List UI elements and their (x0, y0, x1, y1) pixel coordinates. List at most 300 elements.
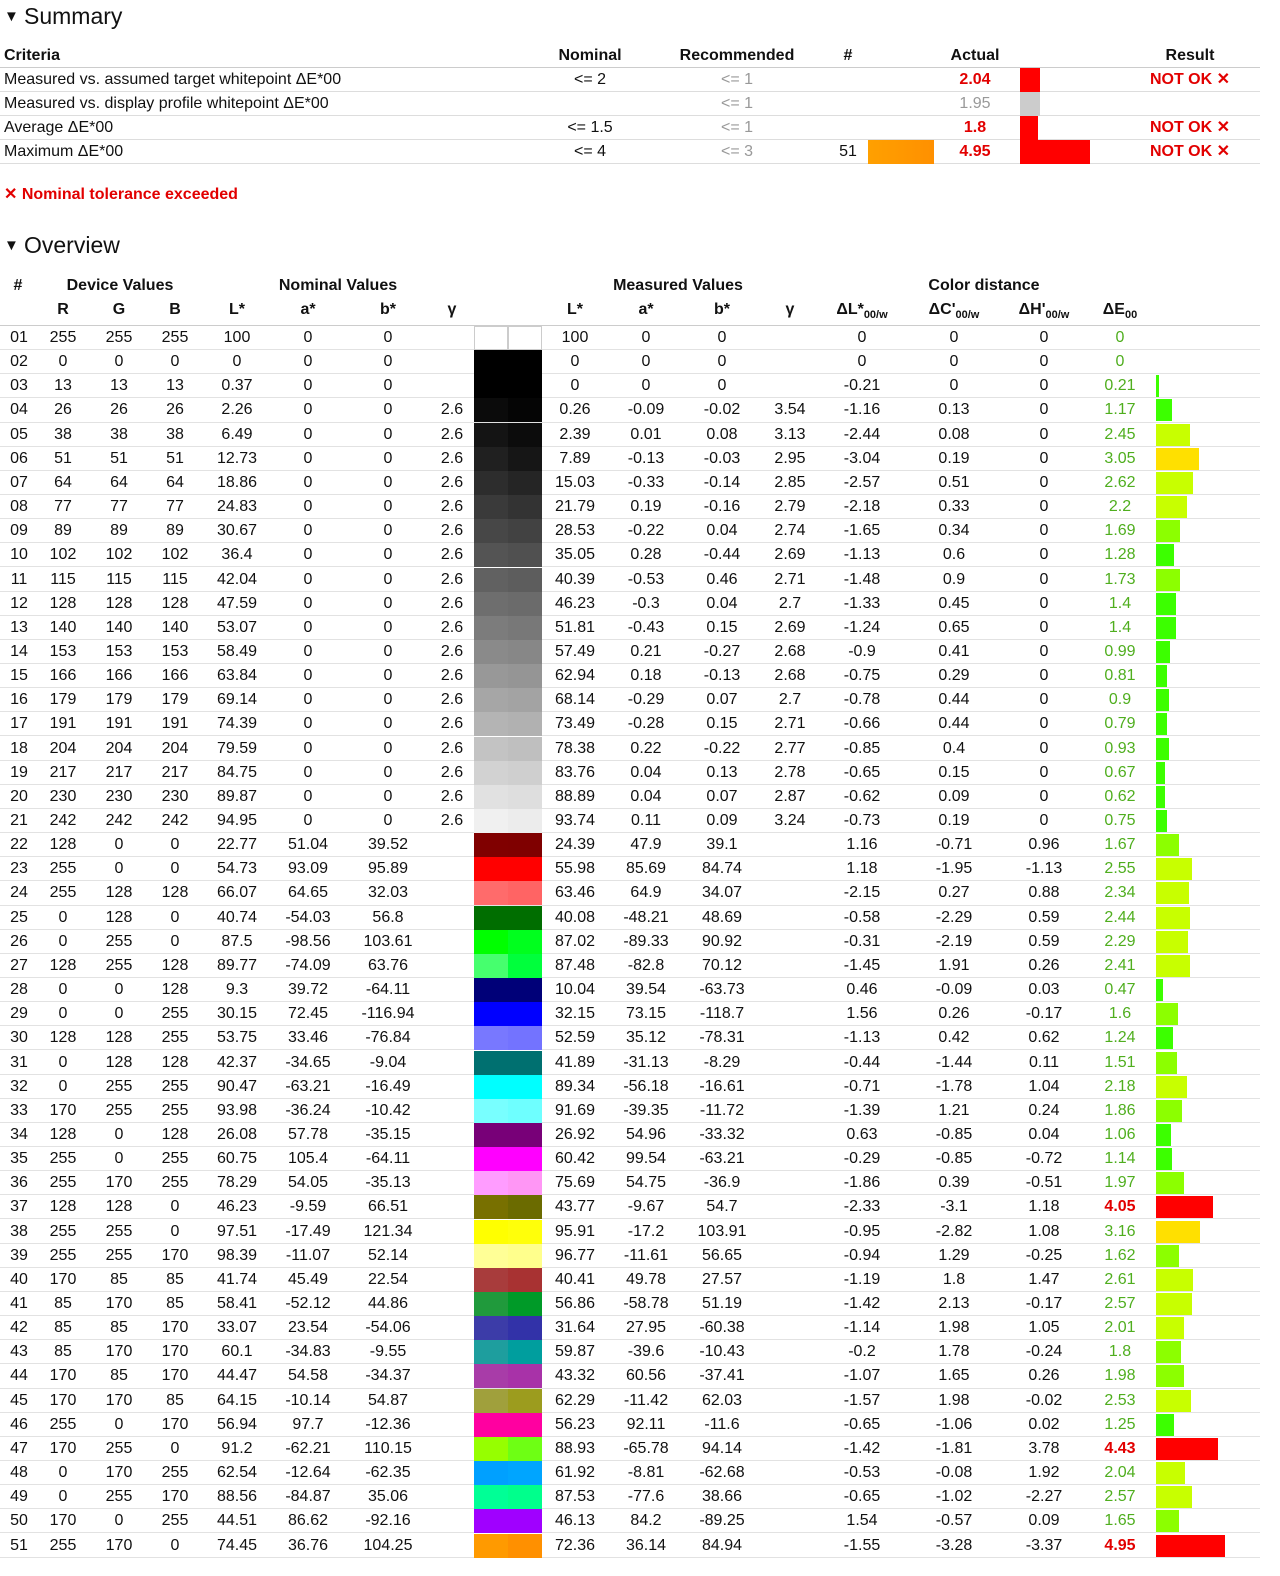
table-row (0, 1099, 1260, 1123)
nominal-a-cell: 0 (303, 763, 313, 781)
nominal-a-cell: -98.56 (285, 932, 331, 950)
delta-e-bar (1156, 955, 1190, 977)
nominal-a-cell: 0 (303, 570, 313, 588)
nominal-b-cell: 66.51 (367, 1198, 409, 1216)
measured-l-cell: 40.08 (554, 908, 596, 926)
delta-e-cell: 0.47 (1104, 981, 1136, 999)
nominal-l-cell: 12.73 (216, 449, 258, 467)
delta-c-cell: -1.81 (935, 1439, 973, 1457)
nominal-a-cell: -62.21 (285, 1439, 331, 1457)
nominal-color-swatch (474, 1075, 508, 1099)
nominal-b-cell: 0 (383, 642, 393, 660)
nominal-l-cell: 87.5 (221, 932, 253, 950)
actual-cell: 2.04 (959, 71, 991, 88)
actual-cell: 1.8 (963, 119, 987, 136)
delta-e-cell: 2.53 (1104, 1391, 1136, 1409)
delta-e-cell: 2.57 (1104, 1295, 1136, 1312)
nominal-gamma-cell: 2.6 (440, 691, 464, 709)
measured-a-cell: 0.04 (630, 787, 662, 805)
delta-e-cell: 0.9 (1108, 691, 1132, 709)
g-cell: 128 (105, 884, 133, 902)
delta-c-cell: 0.44 (938, 691, 970, 709)
g-cell: 191 (105, 715, 133, 733)
nominal-color-swatch (474, 688, 508, 712)
measured-a-cell: -0.09 (627, 401, 665, 419)
measured-a-cell: -82.8 (627, 956, 665, 974)
delta-l-cell: -2.33 (843, 1198, 881, 1216)
measured-l-cell: 88.89 (554, 787, 596, 805)
nominal-b-cell: 0 (383, 715, 393, 733)
delta-h-cell: 0.59 (1028, 908, 1060, 926)
nominal-l-cell: 74.39 (216, 715, 258, 733)
delta-h-cell: -1.13 (1025, 860, 1063, 878)
measured-b-cell: -0.02 (703, 401, 741, 419)
g-cell: 170 (105, 1464, 133, 1482)
measured-b-cell: 0.09 (706, 812, 738, 829)
measured-color-swatch (508, 1389, 542, 1413)
b-cell: 128 (161, 594, 189, 612)
b-cell: 115 (162, 570, 188, 588)
delta-e-bar (1156, 1414, 1174, 1436)
g-cell: 115 (106, 570, 132, 588)
g-cell: 128 (105, 1053, 133, 1071)
measured-l-cell: 68.14 (554, 691, 596, 709)
criteria-cell: Measured vs. display profile whitepoint ΔE*00 (4, 95, 329, 112)
measured-color-swatch (508, 1413, 542, 1437)
g-cell: 128 (105, 1198, 133, 1216)
b-cell: 255 (161, 1150, 189, 1168)
delta-c-cell: 0.33 (938, 498, 970, 516)
delta-l-cell: -1.33 (843, 594, 881, 612)
num-cell: 23 (10, 860, 28, 878)
delta-l-cell: -0.65 (843, 1415, 881, 1433)
nominal-b-cell: -10.42 (365, 1101, 411, 1119)
nominal-a-cell: 0 (303, 812, 313, 829)
delta-e-bar (1156, 1535, 1225, 1557)
nominal-color-swatch (474, 1244, 508, 1268)
measured-b-cell: 48.69 (701, 908, 743, 926)
delta-c-cell: 0.15 (938, 763, 970, 781)
nominal-color-swatch (474, 1485, 508, 1509)
measured-b-cell: 54.7 (706, 1198, 738, 1216)
r-cell: 255 (49, 1222, 77, 1240)
tolerance-note: ✕ Nominal tolerance exceeded (4, 186, 238, 203)
nominal-b-cell: 121.34 (363, 1222, 413, 1240)
measured-a-cell: -0.29 (627, 691, 665, 709)
b-cell: 0 (170, 932, 180, 950)
delta-c-cell: 0.42 (938, 1029, 970, 1047)
measured-a-cell: -65.78 (623, 1439, 669, 1457)
nominal-b-cell: 0 (383, 763, 393, 781)
measured-b-cell: -78.31 (699, 1029, 745, 1047)
measured-b-cell: -11.6 (704, 1415, 740, 1433)
measured-color-swatch (508, 1437, 542, 1461)
delta-c-cell: -1.06 (935, 1415, 973, 1433)
measured-a-cell: 0.04 (630, 763, 662, 781)
recommended-header: Recommended (679, 47, 795, 64)
table-row (0, 688, 1260, 712)
measured-color-swatch (508, 737, 542, 761)
delta-e-bar (1156, 641, 1170, 663)
col-nominal-l: L* (229, 301, 245, 318)
nominal-a-cell: 0 (303, 329, 313, 346)
nominal-l-cell: 58.49 (216, 642, 258, 660)
delta-l-cell: -2.15 (843, 884, 881, 902)
delta-e-bar (1156, 424, 1190, 446)
g-cell: 26 (110, 401, 128, 419)
measured-l-cell: 100 (561, 329, 589, 346)
b-cell: 0 (170, 1222, 180, 1240)
b-cell: 0 (170, 836, 180, 854)
delta-l-cell: -1.24 (843, 618, 881, 636)
g-cell: 242 (105, 812, 133, 829)
delta-l-cell: 0 (857, 329, 867, 346)
delta-e-cell: 2.01 (1104, 1319, 1136, 1337)
measured-color-swatch (508, 519, 542, 543)
g-cell: 0 (114, 1005, 124, 1023)
nominal-l-cell: 6.49 (221, 425, 253, 443)
nominal-a-cell: -17.49 (285, 1222, 331, 1240)
delta-e-cell: 0.81 (1104, 667, 1136, 685)
nominal-gamma-cell: 2.6 (440, 498, 464, 516)
delta-e-bar (1156, 399, 1172, 421)
delta-l-cell: -1.45 (843, 956, 881, 974)
measured-l-cell: 75.69 (554, 1174, 596, 1192)
delta-h-cell: 1.92 (1028, 1464, 1060, 1482)
nominal-gamma-cell: 2.6 (440, 642, 464, 660)
delta-e-cell: 3.16 (1104, 1222, 1136, 1240)
g-cell: 64 (110, 473, 128, 491)
measured-l-cell: 91.69 (554, 1101, 596, 1119)
nominal-color-swatch (474, 640, 508, 664)
table-row (0, 712, 1260, 736)
delta-l-cell: -1.57 (843, 1391, 881, 1409)
delta-c-cell: 0.6 (942, 546, 966, 564)
num-cell: 22 (10, 836, 28, 854)
measured-color-swatch (508, 495, 542, 519)
table-row (0, 326, 1260, 350)
nominal-l-cell: 74.45 (216, 1536, 258, 1554)
delta-h-cell: 0 (1039, 522, 1049, 540)
col-nominal-a: a* (300, 301, 316, 318)
g-cell: 140 (105, 618, 133, 636)
delta-c-cell: 0 (949, 329, 959, 346)
delta-h-cell: 0.09 (1028, 1512, 1060, 1530)
delta-c-cell: -1.02 (935, 1488, 973, 1506)
nominal-b-cell: -9.55 (369, 1343, 407, 1361)
delta-h-cell: 0 (1039, 570, 1049, 588)
nominal-color-swatch (474, 423, 508, 447)
measured-b-cell: -63.73 (699, 981, 745, 999)
num-cell: 37 (10, 1198, 28, 1216)
delta-h-cell: 0 (1039, 546, 1049, 564)
r-cell: 0 (58, 1488, 68, 1506)
measured-b-cell: -36.9 (703, 1174, 741, 1192)
measured-l-cell: 31.64 (554, 1319, 596, 1337)
measured-gamma-cell: 2.71 (774, 570, 806, 588)
criteria-cell: Average ΔE*00 (4, 119, 114, 136)
summary-header-row (0, 44, 1260, 68)
measured-b-cell: -60.38 (699, 1319, 745, 1337)
measured-a-cell: -56.18 (623, 1077, 669, 1095)
measured-a-cell: 36.14 (625, 1536, 667, 1554)
nominal-a-cell: 33.46 (287, 1029, 329, 1047)
nominal-color-swatch (474, 447, 508, 471)
delta-e-bar (1156, 1027, 1173, 1049)
measured-l-cell: 26.92 (554, 1125, 596, 1143)
delta-e-cell: 1.86 (1104, 1101, 1136, 1119)
summary-heading[interactable]: ▼ Summary (4, 3, 123, 29)
delta-c-cell: -3.1 (940, 1198, 968, 1216)
measured-b-cell: 56.65 (701, 1246, 743, 1264)
delta-c-cell: -1.95 (935, 860, 973, 878)
delta-e-cell: 1.67 (1104, 836, 1136, 854)
num-cell: 46 (10, 1415, 28, 1433)
overview-heading[interactable]: ▼ Overview (4, 232, 120, 258)
measured-l-cell: 32.15 (554, 1005, 596, 1023)
b-cell: 0 (170, 860, 180, 878)
delta-e-cell: 1.73 (1104, 570, 1136, 588)
nominal-a-cell: 36.76 (287, 1536, 329, 1554)
nominal-b-cell: -34.37 (365, 1367, 411, 1385)
nominal-color-swatch (474, 350, 508, 374)
nominal-a-cell: 57.78 (287, 1125, 329, 1143)
nominal-b-cell: 63.76 (367, 956, 409, 974)
nominal-color-swatch (474, 881, 508, 905)
nominal-a-cell: 0 (303, 642, 313, 660)
delta-c-cell: -2.19 (935, 932, 973, 950)
nominal-a-cell: 51.04 (287, 836, 329, 854)
measured-b-cell: 51.19 (701, 1295, 743, 1312)
nominal-l-cell: 88.56 (216, 1488, 258, 1506)
measured-b-cell: 84.74 (701, 860, 743, 878)
g-cell: 77 (110, 498, 128, 516)
delta-e-bar (1156, 496, 1187, 518)
nominal-l-cell: 60.1 (221, 1343, 253, 1361)
delta-l-cell: 0 (857, 353, 867, 371)
table-row (0, 592, 1260, 616)
b-cell: 128 (161, 956, 189, 974)
measured-a-cell: -0.3 (632, 594, 660, 612)
table-row (0, 1485, 1260, 1509)
nominal-color-swatch (474, 978, 508, 1002)
delta-l-cell: 1.54 (846, 1512, 878, 1530)
delta-e-cell: 2.41 (1104, 956, 1136, 974)
table-row (0, 1413, 1260, 1437)
nominal-b-cell: 0 (383, 498, 393, 516)
measured-gamma-cell: 3.54 (774, 401, 806, 419)
table-row (0, 1195, 1260, 1219)
delta-h-cell: 0 (1039, 763, 1049, 781)
delta-e-bar (1156, 713, 1167, 735)
nominal-b-cell: 0 (383, 329, 393, 346)
delta-l-cell: -1.55 (843, 1536, 881, 1554)
nominal-gamma-cell: 2.6 (440, 546, 464, 564)
nominal-b-cell: 0 (383, 594, 393, 612)
delta-h-cell: 1.47 (1028, 1270, 1060, 1288)
measured-l-cell: 87.48 (554, 956, 596, 974)
measured-a-cell: 0.01 (630, 425, 662, 443)
criteria-header: Criteria (4, 47, 61, 64)
delta-l-cell: -0.94 (843, 1246, 881, 1264)
result-cell: NOT OK ✕ (1149, 143, 1231, 160)
g-cell: 89 (110, 522, 128, 540)
r-cell: 170 (49, 1391, 77, 1409)
nominal-a-cell: -10.14 (285, 1391, 331, 1409)
num-cell: 34 (10, 1125, 28, 1143)
nominal-l-cell: 89.87 (216, 787, 258, 805)
delta-e-cell: 1.65 (1104, 1512, 1136, 1530)
delta-e-cell: 1.97 (1104, 1174, 1136, 1192)
nominal-color-swatch (474, 1099, 508, 1123)
measured-a-cell: -0.33 (627, 473, 665, 491)
delta-c-cell: 0.26 (938, 1005, 970, 1023)
b-cell: 128 (161, 1125, 189, 1143)
measured-l-cell: 96.77 (554, 1246, 596, 1264)
nominal-b-cell: 22.54 (367, 1270, 409, 1288)
nominal-l-cell: 26.08 (216, 1125, 258, 1143)
b-cell: 0 (170, 353, 180, 371)
r-cell: 0 (58, 1077, 68, 1095)
nominal-l-cell: 46.23 (216, 1198, 258, 1216)
delta-h-cell: 0.62 (1028, 1029, 1060, 1047)
nominal-gamma-cell: 2.6 (440, 787, 464, 805)
nominal-a-cell: 93.09 (287, 860, 329, 878)
delta-e-bar (1156, 1221, 1200, 1243)
table-row (0, 1123, 1260, 1147)
measured-b-cell: -8.29 (703, 1053, 741, 1071)
delta-h-cell: -2.27 (1025, 1488, 1063, 1506)
num-cell: 17 (10, 715, 28, 733)
overview-column-header (0, 300, 1260, 326)
table-row (0, 737, 1260, 761)
nominal-a-cell: 72.45 (287, 1005, 329, 1023)
nominal-color-swatch (474, 1220, 508, 1244)
delta-e-bar (1156, 1148, 1172, 1170)
measured-b-cell: 0.46 (706, 570, 738, 588)
nominal-color-swatch (474, 1461, 508, 1485)
nominal-b-cell: -54.06 (365, 1319, 411, 1337)
delta-h-cell: 1.08 (1028, 1222, 1060, 1240)
delta-l-cell: 1.16 (846, 836, 878, 854)
delta-e-cell: 2.2 (1108, 498, 1132, 516)
measured-a-cell: 0 (641, 329, 651, 346)
nominal-l-cell: 62.54 (216, 1464, 258, 1482)
delta-l-cell: -0.31 (843, 932, 881, 950)
num-cell: 06 (10, 449, 28, 467)
g-cell: 166 (105, 667, 133, 685)
r-cell: 26 (54, 401, 72, 419)
r-cell: 166 (49, 667, 77, 685)
g-cell: 255 (105, 1488, 133, 1506)
nominal-b-cell: 44.86 (367, 1295, 409, 1312)
measured-color-swatch (508, 1051, 542, 1075)
delta-e-bar (1156, 448, 1199, 470)
r-cell: 230 (49, 787, 77, 805)
nominal-a-cell: 64.65 (287, 884, 329, 902)
r-cell: 0 (58, 1053, 68, 1071)
table-row (0, 664, 1260, 688)
delta-e-cell: 2.18 (1104, 1077, 1136, 1095)
delta-c-cell: 1.21 (938, 1101, 970, 1119)
nominal-l-cell: 79.59 (216, 739, 258, 757)
nominal-a-cell: -34.65 (285, 1053, 331, 1071)
measured-l-cell: 46.13 (554, 1512, 596, 1530)
delta-c-cell: 0.27 (938, 884, 970, 902)
b-cell: 64 (166, 473, 184, 491)
actual-cell: 4.95 (959, 143, 991, 160)
collapse-triangle-icon[interactable]: ▼ (4, 237, 19, 254)
nominal-a-cell: 0 (303, 691, 313, 709)
recommended-cell: <= 1 (720, 95, 754, 112)
nominal-l-cell: 97.51 (216, 1222, 258, 1240)
num-cell: 25 (10, 908, 28, 926)
g-cell: 255 (105, 1101, 133, 1119)
delta-l-cell: -0.85 (843, 739, 881, 757)
nominal-color-swatch (474, 737, 508, 761)
b-cell: 170 (161, 1246, 189, 1264)
nominal-l-cell: 90.47 (216, 1077, 258, 1095)
delta-e-bar (1156, 931, 1188, 953)
measured-b-cell: -0.22 (703, 739, 741, 757)
measured-color-swatch (508, 1026, 542, 1050)
measured-l-cell: 87.53 (554, 1488, 596, 1506)
collapse-triangle-icon[interactable]: ▼ (4, 8, 19, 25)
delta-l-cell: -0.71 (843, 1077, 881, 1095)
nominal-a-cell: 0 (303, 667, 313, 685)
measured-gamma-cell: 2.71 (774, 715, 806, 733)
delta-e-bar (1156, 834, 1179, 856)
measured-color-swatch (508, 543, 542, 567)
delta-e-bar (1156, 786, 1165, 808)
delta-e-cell: 1.28 (1104, 546, 1136, 564)
delta-e-bar (1156, 1003, 1178, 1025)
delta-c-cell: -0.85 (935, 1125, 973, 1143)
nominal-a-cell: 97.7 (292, 1415, 324, 1433)
measured-a-cell: -9.67 (627, 1198, 665, 1216)
actual-cell: 1.95 (959, 95, 991, 112)
nominal-b-cell: -35.15 (365, 1125, 411, 1143)
table-row (0, 1002, 1260, 1026)
measured-l-cell: 35.05 (554, 546, 596, 564)
nominal-b-cell: 0 (383, 739, 393, 757)
delta-h-cell: 0.59 (1028, 932, 1060, 950)
r-cell: 170 (49, 1101, 77, 1119)
g-cell: 255 (105, 329, 133, 346)
nominal-l-cell: 33.07 (216, 1319, 258, 1337)
num-cell: 13 (10, 618, 28, 636)
measured-color-swatch (508, 664, 542, 688)
measured-l-cell: 7.89 (559, 449, 591, 467)
measured-color-swatch (508, 423, 542, 447)
b-cell: 255 (161, 1029, 189, 1047)
delta-c-cell: 1.29 (938, 1246, 970, 1264)
delta-e-cell: 0 (1115, 353, 1125, 371)
measured-l-cell: 0 (570, 377, 580, 395)
measured-color-swatch (508, 447, 542, 471)
delta-e-bar (1156, 1269, 1193, 1291)
measured-b-cell: 0.13 (706, 763, 738, 781)
delta-h-cell: 0 (1039, 425, 1049, 443)
measured-a-cell: -77.6 (627, 1488, 665, 1506)
delta-e-bar (1156, 593, 1176, 615)
measured-a-cell: -11.42 (623, 1391, 669, 1409)
table-row (0, 857, 1260, 881)
delta-e-bar (1156, 472, 1193, 494)
delta-e-cell: 1.06 (1104, 1125, 1136, 1143)
b-cell: 166 (161, 667, 189, 685)
table-row (0, 1534, 1260, 1558)
